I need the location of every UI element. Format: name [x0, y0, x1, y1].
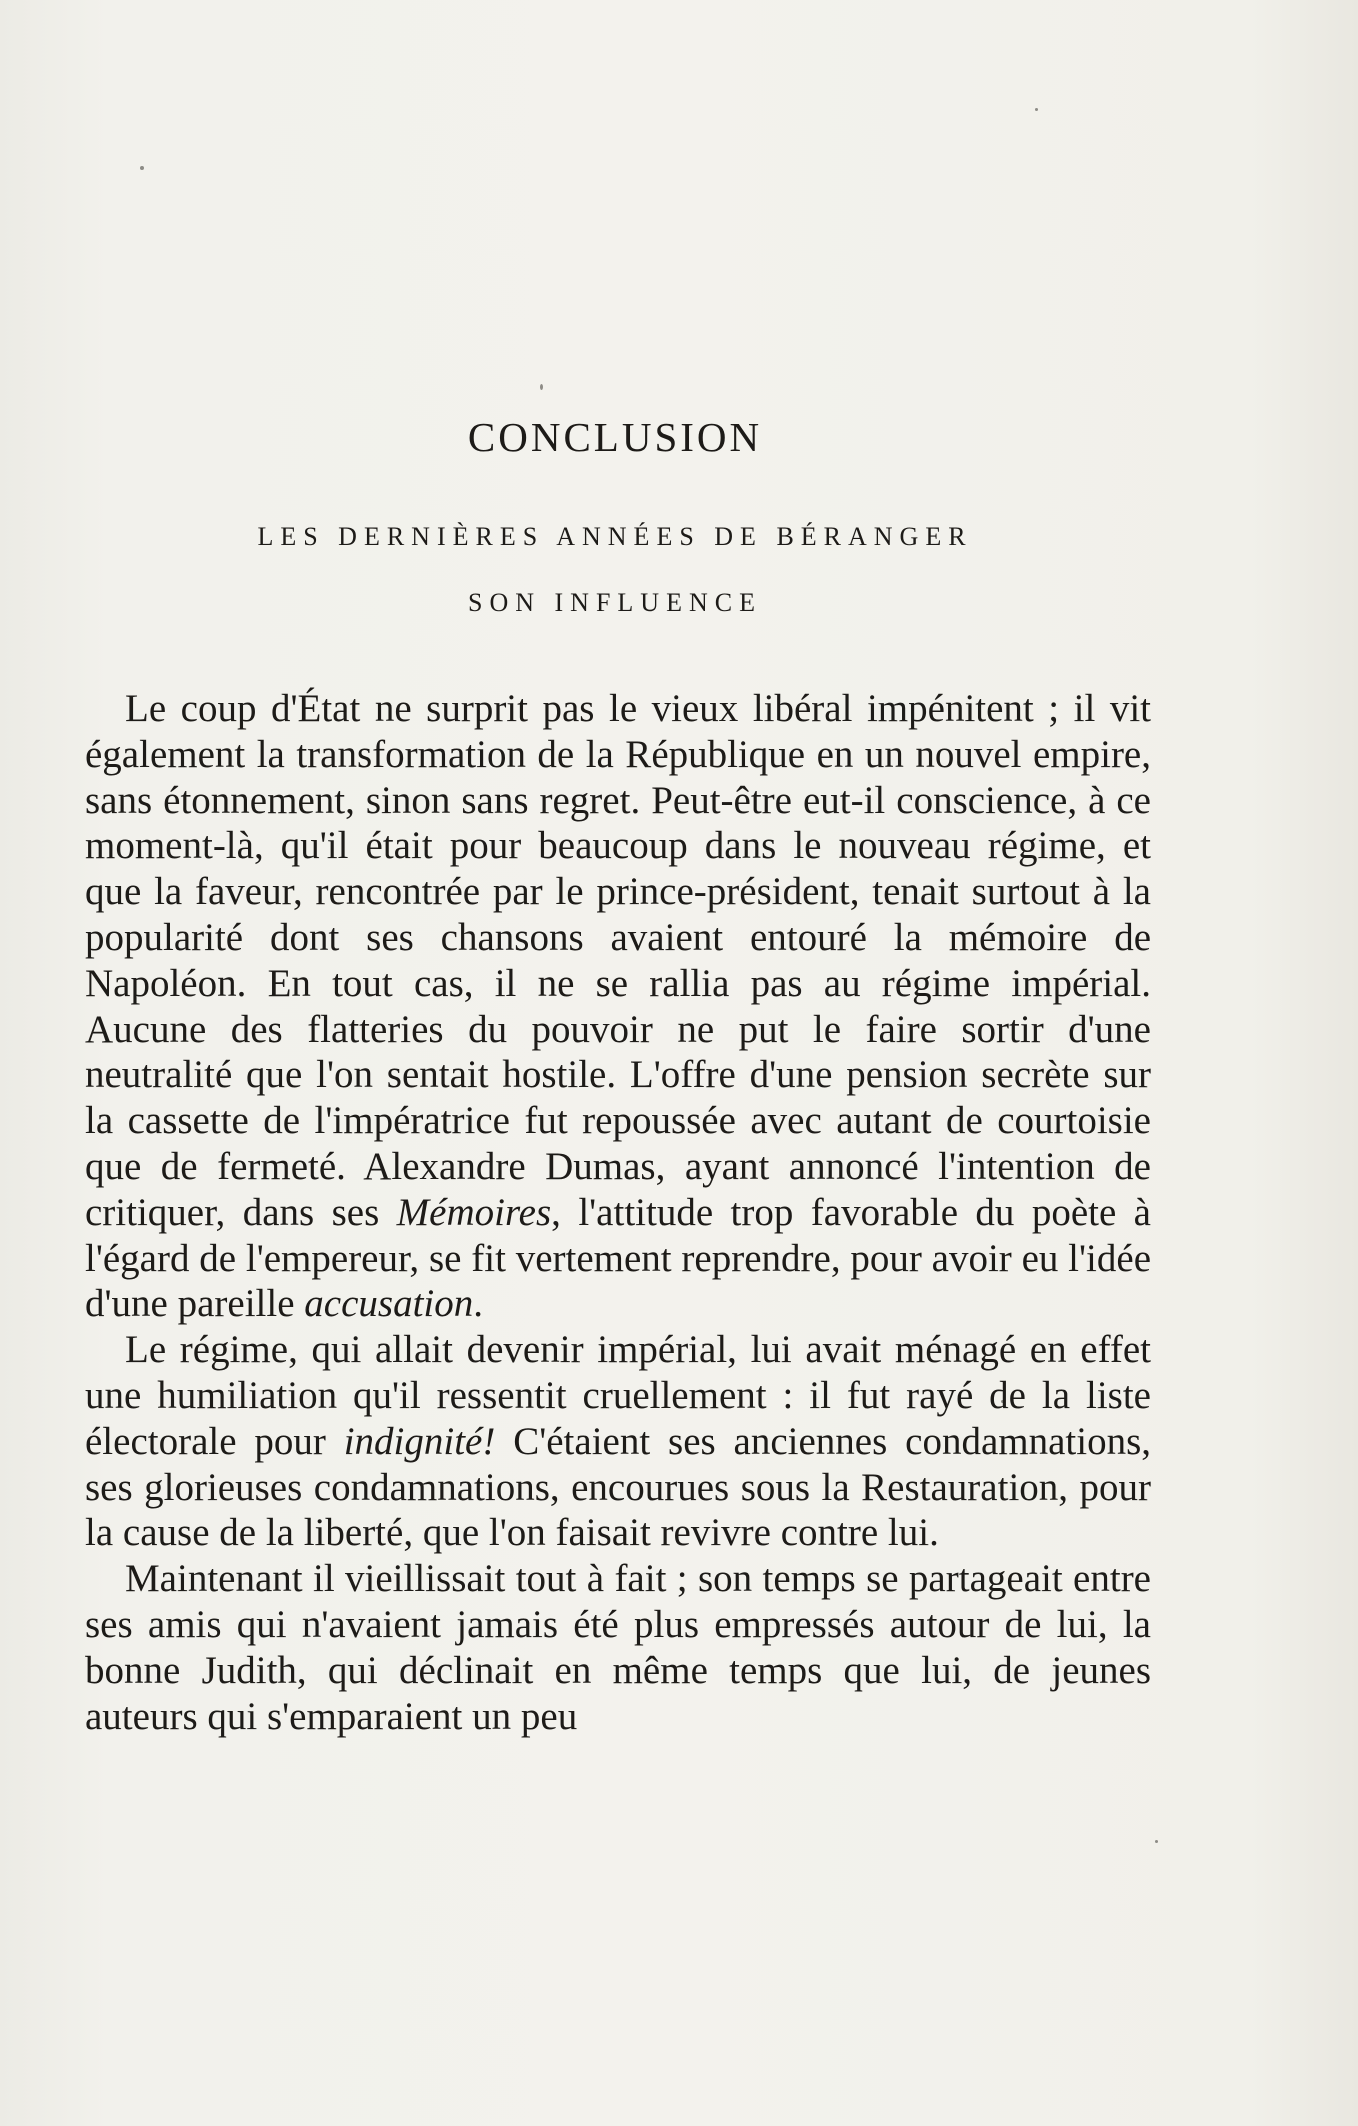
text-run: Le coup d'État ne surprit pas le vieux libéral impénitent ; il vit également la transformation de la République en un nouvel empire, sans étonnement, sinon sans regret. Peut-être eut-il conscience, à ce moment-là, qu'il était pour beaucoup dans le nouveau régime, et que la faveur, rencontrée par le prince-président, tenait surtout à la popularité dont ses chansons avaient entouré la mémoire de Napoléon. En tout cas, il ne se rallia pas au régime impérial. Aucune des flatteries du pouvoir ne put le faire sortir d'une neutralité que l'on sentait hostile. L'offre d'une pension secrète sur la cassette de l'impératrice fut repoussée avec autant de courtoisie que de fermeté. Alexandre Dumas, ayant annoncé l'intention de critiquer, dans ses: [85, 687, 1151, 1234]
paragraph-1: [85, 686, 1151, 1327]
paragraph-3: [85, 1556, 1151, 1739]
chapter-title: CONCLUSION: [467, 414, 763, 460]
italic-title: Mémoires: [396, 1190, 552, 1234]
print-speck: [140, 166, 144, 170]
italic-word: indignité!: [343, 1419, 496, 1463]
print-speck: [1035, 108, 1038, 111]
body-text: [85, 686, 1151, 1739]
text-run: , l'attitude trop favorable du poète à l'égard de l'empereur, se fit vertement reprendre, pour avoir eu l'idée d'une pareille: [85, 1190, 1151, 1326]
text-run: Maintenant il vieillissait tout à fait ; son temps se partageait entre ses amis qui n'avaient jamais été plus empressés autour de lui, la bonne Judith, qui déclinait en même temps que lui, de jeunes auteurs qui s'emparaient un peu: [85, 1557, 1151, 1738]
text-run: C'étaient ses anciennes condamnations, ses glorieuses condamnations, encourues sous la Restauration, pour la cause de la liberté, que l'on faisait revivre contre lui.: [85, 1419, 1151, 1555]
chapter-subtitle-line-1: LES DERNIÈRES ANNÉES DE BÉRANGER: [257, 522, 973, 551]
paragraph-2: [85, 1327, 1151, 1556]
text-run: Le régime, qui allait devenir impérial, lui avait ménagé en effet une humiliation qu'il ressentit cruellement : il fut rayé de la liste électorale pour: [85, 1328, 1151, 1463]
chapter-subtitle-line-2: SON INFLUENCE: [468, 588, 762, 617]
text-run: .: [473, 1282, 483, 1326]
print-speck: [540, 384, 543, 390]
italic-word: accusation: [304, 1282, 474, 1326]
print-speck: [1155, 1840, 1158, 1843]
